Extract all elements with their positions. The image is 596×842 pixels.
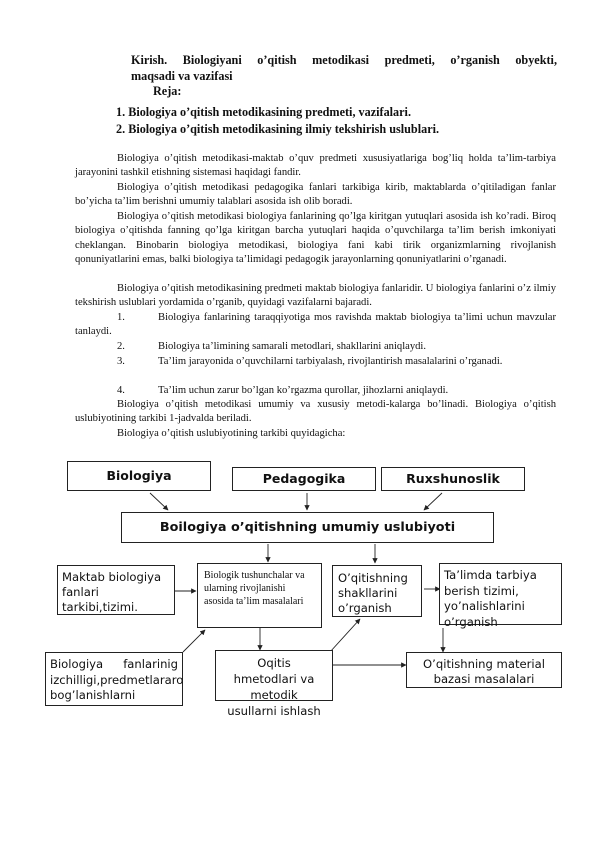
box-material-baza: O’qitishning material bazasi masalalari (406, 652, 562, 688)
paragraph-5: Biologiya o’qitish metodikasi umumiy va xususiy metodi-kalarga bo’linadi. Biologiya o’qitish uslubiyotining tarkibi 1-jadvalda beriladi. (75, 399, 556, 425)
task-number: 1. (117, 312, 125, 323)
task-text: Biologiya fanlarining taraqqiyotiga mos ravishda maktab biologiya ta’limi uchun mavzular tanlaydi. (75, 312, 556, 338)
task-text: Ta’lim uchun zarur bo’lgan ko’rgazma qurollar, jihozlarni aniqlaydi. (158, 385, 449, 396)
box-maktab-biologiya: Maktab biologiya fanlari tarkibi,tizimi. (57, 565, 175, 615)
paragraph-2: Biologiya o’qitish metodikasi pedagogika fanlari tarkibiga kirib, maktablarda o’qitiladigan fanlar bo’yicha ta’lim berishni umumiy talablari asosida ish olib boradi. (75, 182, 556, 208)
box-oqitish-shakllari: O’qitishning shakllarini o’rganish (332, 565, 422, 617)
box-biologiya: Biologiya (67, 461, 211, 491)
plan-item-2: 2. Biologiya o’qitish metodikasining ilmiy tekshirish uslublari. (116, 122, 440, 136)
arrow-izchillik-to-tushunchalar (183, 630, 205, 652)
paragraph-1: Biologiya o’qitish metodikasi-maktab o’quv predmeti xususiyatlariga bog’liq holda ta’lim-tarbiya jarayonini tashkil etishning sistemasi haqidagi fandir. (75, 153, 556, 179)
paragraph-4: Biologiya o’qitish metodikasining predmeti maktab biologiya fanlaridir. U biologiya fanlarini o’z ilmiy tekshirish uslublari yordamida o’rganib, quyidagi vazifalarni bajaradi. (75, 283, 556, 309)
task-text: Ta’lim jarayonida o’quvchilarni tarbiyalash, rivojlantirish masalalarini o’rganadi. (158, 356, 503, 367)
arrow-metodlar-to-shakllar (330, 619, 360, 652)
plan-item-1: 1. Biologiya o’qitish metodikasining predmeti, vazifalari. (116, 105, 411, 119)
arrow-biologiya-to-center (150, 493, 168, 510)
task-number: 2. (117, 341, 125, 352)
section-title: Kirish. Biologiyani o’qitish metodikasi predmeti, o’rganish obyekti, (131, 53, 557, 67)
box-biologik-tushunchalar: Biologik tushunchalar va ularning rivojlanishi asosida ta’lim masalalari (197, 563, 322, 628)
box-ruxshunoslik: Ruxshunoslik (381, 467, 525, 491)
box-oqitish-metodlari: Oqitis hmetodlari va metodik usullarni ishlash (215, 650, 333, 701)
plan-heading: Reja: (153, 84, 182, 98)
task-number: 3. (117, 356, 125, 367)
box-pedagogika: Pedagogika (232, 467, 376, 491)
box-umumiy-uslubiyot: Boilogiya o’qitishning umumiy uslubiyoti (121, 512, 494, 543)
box-talimda-tarbiya: Ta’limda tarbiya berish tizimi, yo’nalishlarini o’rganish (439, 563, 562, 625)
task-text: Biologiya ta’limining samarali metodlari, shakllarini aniqlaydi. (158, 341, 427, 352)
task-number: 4. (117, 385, 125, 396)
paragraph-6: Biologiya o’qitish uslubiyotining tarkibi quyidagicha: (117, 428, 346, 439)
paragraph-3: Biologiya o’qitish metodikasi biologiya fanlarining qo’lga kiritgan yutuqlari asosida ish ko’radi. Biroq biologiya o’qitishda fanning qo’lga kiritgan barcha yutuqlari haqida o’quvchilarga ta’lim berish imkoniyati cheklangan. Binobarin biologiya metodikasi, biologiya fani kabi tirik organizmlarning rivojlanish qonuniyatlarini emas, balki biologiya ta’limidagi pedagogik jarayonlarning qonuniyatlarini o’rganadi. (75, 211, 556, 266)
box-izchillik: Biologiya fanlarinig izchilligi,predmetlararo bog’lanishlarni (45, 652, 183, 706)
arrow-ruxshunoslik-to-center (424, 493, 442, 510)
section-title-continued: maqsadi va vazifasi (131, 69, 233, 83)
